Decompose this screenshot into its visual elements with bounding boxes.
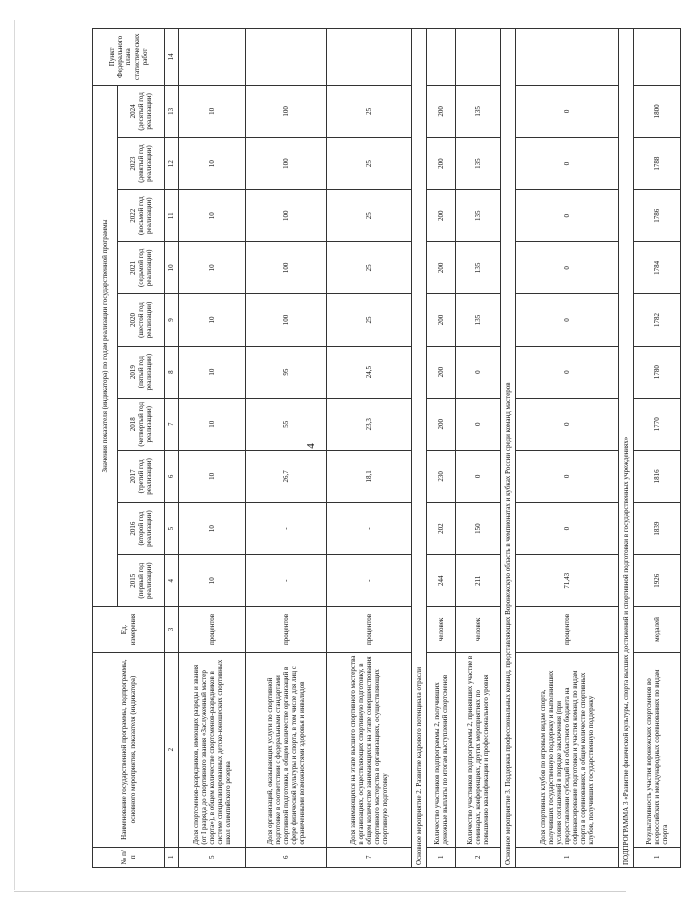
table-row	[456, 29, 501, 868]
row-value: 71,43	[516, 555, 619, 607]
row-plan	[456, 29, 501, 86]
scan-edge-bottom	[14, 891, 626, 892]
row-unit: человек	[427, 607, 456, 652]
row-value: 0	[516, 502, 619, 554]
header-year: 2016 (второй год реализации)	[118, 502, 165, 554]
table-row	[327, 29, 412, 868]
table-row	[179, 29, 246, 868]
row-plan	[246, 29, 327, 86]
column-number: 6	[165, 450, 179, 502]
row-value: 1788	[634, 138, 681, 190]
row-value: -	[246, 502, 327, 554]
row-plan	[516, 29, 619, 86]
row-value: 200	[427, 242, 456, 294]
section-title: ПОДПРОГРАММА 3 «Развитие физической культуры, спорта высших достижений и спортивной подготовки в государственных учреждениях»	[619, 29, 634, 868]
row-value: 1780	[634, 346, 681, 398]
row-value: 150	[456, 502, 501, 554]
column-number: 8	[165, 346, 179, 398]
header-plan: Пункт Федерального плана статистических работ	[93, 29, 165, 86]
row-num: 5	[179, 847, 246, 867]
column-number: 5	[165, 502, 179, 554]
table-row	[246, 29, 327, 868]
column-number: 14	[165, 29, 179, 86]
row-plan	[179, 29, 246, 86]
row-value: 1816	[634, 450, 681, 502]
row-value: 0	[516, 85, 619, 137]
row-value: 10	[179, 450, 246, 502]
row-value: 25	[327, 242, 412, 294]
row-value: 200	[427, 85, 456, 137]
row-num: 2	[456, 847, 501, 867]
column-number: 13	[165, 85, 179, 137]
row-value: -	[327, 502, 412, 554]
row-value: 55	[246, 398, 327, 450]
row-value: 1786	[634, 190, 681, 242]
row-name: Доля организаций, оказывающих услуги по спортивной подготовке в соответствии с федеральными стандартами спортивной подготовки, в общем количестве организаций в сфере физической культуры и спорта, в том числе для лиц с ограниченными возможностями здоровья и инвалидов	[246, 652, 327, 847]
header-year: 2024 (десятый год реализации)	[118, 85, 165, 137]
header-unit: Ед. измерения	[93, 607, 165, 652]
section-title: Основное мероприятие 3. Поддержка профессиональных команд, представляющих Воронежскую область в чемпионатах и кубках России среди команд мастеров	[501, 29, 516, 868]
row-plan	[427, 29, 456, 86]
row-value: 26,7	[246, 450, 327, 502]
row-value: 10	[179, 398, 246, 450]
column-number: 3	[165, 607, 179, 652]
row-value: 1839	[634, 502, 681, 554]
section-row	[412, 29, 427, 868]
row-name: Доля спортивных клубов по игровым видам спорта, получивших государственную поддержку и выполнивших условия соглашений в порядке заключения (при предоставлении субсидий из областного бюджета на софинансирование подготовки и участия команд по видам спорта в соревнованиях, в общем количестве спортивных клубов, получивших государственную поддержку	[516, 652, 619, 847]
column-number: 12	[165, 138, 179, 190]
row-value: 200	[427, 138, 456, 190]
row-value: 10	[179, 294, 246, 346]
row-value: 100	[246, 242, 327, 294]
row-value: 200	[427, 294, 456, 346]
column-number: 9	[165, 294, 179, 346]
row-name: Результативность участия воронежских спортсменов во всероссийских и международных соревнованиях по видам спорта	[634, 652, 681, 847]
row-value: 135	[456, 138, 501, 190]
row-value: 200	[427, 398, 456, 450]
row-value: 1784	[634, 242, 681, 294]
row-name: Количество участников подпрограммы 2, получивших денежные выплаты по итогам выступлений спортсменов	[427, 652, 456, 847]
row-plan	[634, 29, 681, 86]
row-value: 10	[179, 346, 246, 398]
row-value: 0	[516, 242, 619, 294]
row-value: 25	[327, 85, 412, 137]
row-value: 200	[427, 190, 456, 242]
rotated-page-content	[92, 28, 670, 868]
header-year: 2017 (третий год реализации)	[118, 450, 165, 502]
column-number: 11	[165, 190, 179, 242]
row-value: 0	[516, 346, 619, 398]
row-value: 0	[456, 398, 501, 450]
column-number: 7	[165, 398, 179, 450]
column-number: 10	[165, 242, 179, 294]
column-number: 4	[165, 555, 179, 607]
table-row	[634, 29, 681, 868]
row-value: 0	[516, 450, 619, 502]
row-num: 1	[516, 847, 619, 867]
row-value: 100	[246, 138, 327, 190]
row-name: Доля занимающихся на этапе высшего спортивного мастерства в организациях, осуществляющих спортивную подготовку, в общем количестве занимающихся на этапе совершенствования спортивного мастерства в организациях, осуществляющих спортивную подготовку	[327, 652, 412, 847]
row-value: 0	[456, 450, 501, 502]
row-unit: человек	[456, 607, 501, 652]
row-value: 10	[179, 190, 246, 242]
row-value: 10	[179, 242, 246, 294]
header-values-group: Значения показателя (индикатора) по годам реализации государственной программы	[93, 85, 118, 606]
row-value: 25	[327, 190, 412, 242]
indicators-table	[92, 28, 681, 868]
row-plan	[327, 29, 412, 86]
row-unit: процентов	[246, 607, 327, 652]
row-value: 135	[456, 294, 501, 346]
row-value: 1800	[634, 85, 681, 137]
row-value: 25	[327, 138, 412, 190]
row-value: 10	[179, 85, 246, 137]
header-year: 2018 (четвертый год реализации)	[118, 398, 165, 450]
row-value: 10	[179, 138, 246, 190]
section-title: Основное мероприятие 2. Развитие кадрового потенциала отрасли	[412, 29, 427, 868]
section-row	[501, 29, 516, 868]
row-value: 100	[246, 190, 327, 242]
header-num: № п/п	[93, 847, 165, 867]
table-row	[516, 29, 619, 868]
row-value: 23,3	[327, 398, 412, 450]
row-value: 0	[516, 398, 619, 450]
row-value: 100	[246, 85, 327, 137]
row-value: -	[246, 555, 327, 607]
row-value: 1926	[634, 555, 681, 607]
row-value: 135	[456, 242, 501, 294]
row-value: 230	[427, 450, 456, 502]
row-value: 200	[427, 346, 456, 398]
header-year: 2015 (первый год реализации)	[118, 555, 165, 607]
row-value: 25	[327, 294, 412, 346]
row-num: 1	[634, 847, 681, 867]
column-number: 2	[165, 652, 179, 847]
row-value: 1782	[634, 294, 681, 346]
row-unit: процентов	[516, 607, 619, 652]
column-numbers-row	[165, 29, 179, 868]
header-name: Наименование государственной программы, подпрограммы, основного мероприятия, показателя (индикатора)	[93, 652, 165, 847]
row-num: 6	[246, 847, 327, 867]
row-value: 202	[427, 502, 456, 554]
scan-edge-left	[14, 20, 15, 890]
row-unit: медалей	[634, 607, 681, 652]
row-value: 135	[456, 85, 501, 137]
row-value: 95	[246, 346, 327, 398]
header-year: 2023 (девятый год реализации)	[118, 138, 165, 190]
row-value: 24,5	[327, 346, 412, 398]
row-num: 7	[327, 847, 412, 867]
table-row	[427, 29, 456, 868]
row-value: 100	[246, 294, 327, 346]
header-row-1	[93, 29, 118, 868]
row-name: Количество участников подпрограммы 2, принявших участие в семинарах, конференциях, других мероприятиях по повышению квалификации и профессионального уровня	[456, 652, 501, 847]
row-value: 0	[456, 346, 501, 398]
row-value: 10	[179, 555, 246, 607]
row-value: 0	[516, 138, 619, 190]
row-value: 1770	[634, 398, 681, 450]
row-num: 1	[427, 847, 456, 867]
page-number: 4	[304, 443, 317, 449]
row-unit: процентов	[179, 607, 246, 652]
section-row	[619, 29, 634, 868]
header-year: 2019 (пятый год реализации)	[118, 346, 165, 398]
row-unit: процентов	[327, 607, 412, 652]
row-value: 0	[516, 294, 619, 346]
header-year: 2020 (шестой год реализации)	[118, 294, 165, 346]
column-number: 1	[165, 847, 179, 867]
row-value: 244	[427, 555, 456, 607]
row-name: Доля спортсменов-разрядников, имеющих разряды и звания (от I разряда до спортивного звания «Заслуженный мастер спорта»), в общем количестве спортсменов-разрядников в системе специализированных детско-юношеских спортивных школ олимпийского резерва	[179, 652, 246, 847]
row-value: -	[327, 555, 412, 607]
header-year: 2022 (восьмой год реализации)	[118, 190, 165, 242]
row-value: 135	[456, 190, 501, 242]
row-value: 10	[179, 502, 246, 554]
row-value: 18,1	[327, 450, 412, 502]
row-value: 211	[456, 555, 501, 607]
header-year: 2021 (седьмой год реализации)	[118, 242, 165, 294]
row-value: 0	[516, 190, 619, 242]
